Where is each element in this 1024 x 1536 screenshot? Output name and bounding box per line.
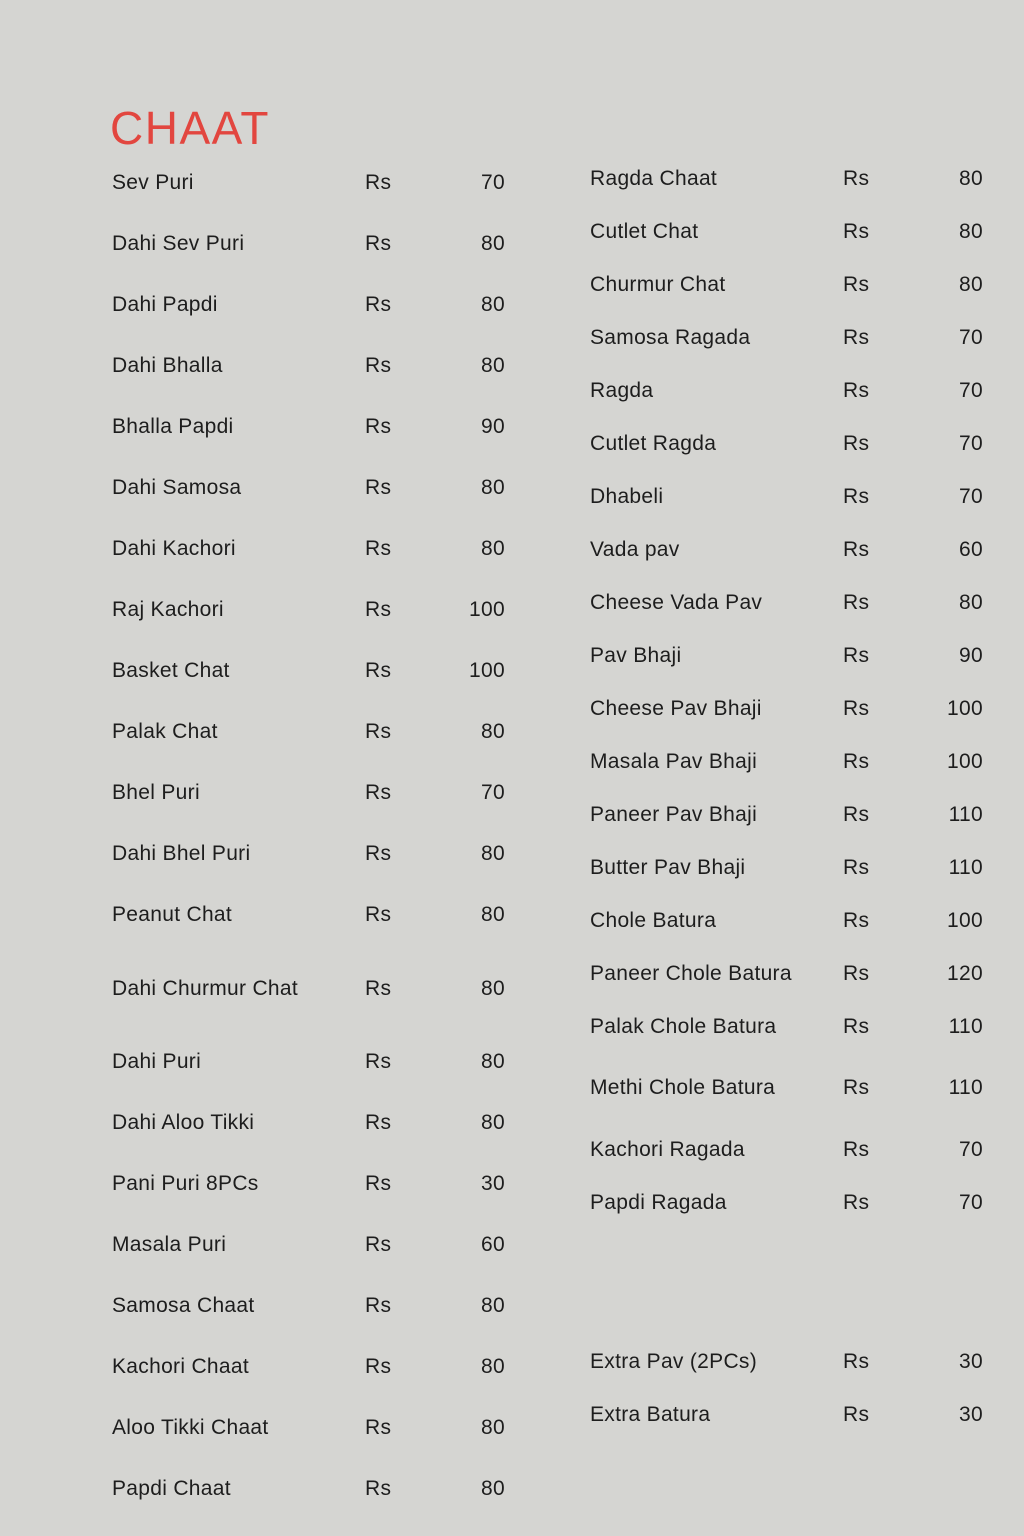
item-price: 80	[481, 475, 505, 499]
item-currency-label: Rs	[843, 1014, 870, 1038]
item-name: Masala Puri	[112, 1232, 227, 1256]
item-name: Ragda	[590, 378, 654, 402]
item-price: 70	[959, 325, 983, 349]
item-currency-label: Rs	[843, 696, 870, 720]
item-price: 100	[469, 658, 505, 682]
item-name: Palak Chole Batura	[590, 1014, 777, 1038]
item-currency-label: Rs	[843, 1190, 870, 1214]
menu-item-row	[590, 258, 983, 311]
item-name: Samosa Ragada	[590, 325, 751, 349]
item-currency-label: Rs	[843, 961, 870, 985]
menu-item-row	[590, 417, 983, 470]
menu-item-row	[590, 1388, 983, 1441]
item-name: Kachori Ragada	[590, 1137, 745, 1161]
item-name: Cutlet Chat	[590, 219, 699, 243]
item-currency-label: Rs	[365, 353, 392, 377]
item-price: 80	[481, 1293, 505, 1317]
menu-item-row	[590, 311, 983, 364]
item-name: Extra Batura	[590, 1402, 711, 1426]
item-name: Bhalla Papdi	[112, 414, 234, 438]
item-name: Vada pav	[590, 537, 680, 561]
item-price: 80	[959, 166, 983, 190]
menu-item-row	[590, 1123, 983, 1176]
item-currency-label: Rs	[365, 1049, 392, 1073]
menu-item-row	[590, 841, 983, 894]
item-name: Masala Pav Bhaji	[590, 749, 758, 773]
item-price: 80	[481, 292, 505, 316]
menu-item-row	[590, 735, 983, 788]
item-price: 80	[959, 219, 983, 243]
item-price: 110	[948, 1014, 983, 1038]
menu-item-row	[112, 884, 505, 945]
item-price: 90	[959, 643, 983, 667]
item-currency-label: Rs	[365, 170, 392, 194]
item-currency-label: Rs	[843, 643, 870, 667]
menu-item-row	[590, 364, 983, 417]
menu-item-row	[112, 1092, 505, 1153]
item-name: Basket Chat	[112, 658, 230, 682]
menu-item-row	[112, 579, 505, 640]
menu-item-row	[590, 152, 983, 205]
item-price: 80	[959, 272, 983, 296]
item-name: Peanut Chat	[112, 902, 233, 926]
item-currency-label: Rs	[843, 855, 870, 879]
menu-item-row	[112, 274, 505, 335]
item-name: Cheese Pav Bhaji	[590, 696, 762, 720]
item-currency-label: Rs	[843, 749, 870, 773]
menu-item-row	[112, 518, 505, 579]
item-name: Churmur Chat	[590, 272, 726, 296]
item-price: 80	[481, 1476, 505, 1500]
menu-column-left	[112, 152, 505, 1519]
item-name: Pani Puri 8PCs	[112, 1171, 259, 1195]
item-currency-label: Rs	[365, 841, 392, 865]
item-price: 70	[481, 170, 505, 194]
item-price: 110	[948, 855, 983, 879]
item-currency-label: Rs	[843, 1075, 870, 1099]
menu-item-row	[590, 1176, 983, 1229]
item-currency-label: Rs	[843, 908, 870, 932]
item-price: 80	[481, 976, 505, 1000]
menu-item-row	[590, 576, 983, 629]
item-price: 80	[481, 841, 505, 865]
item-currency-label: Rs	[365, 1476, 392, 1500]
item-currency-label: Rs	[843, 378, 870, 402]
menu-item-row	[590, 1000, 983, 1053]
menu-item-row	[590, 682, 983, 735]
item-price: 80	[481, 1049, 505, 1073]
item-name: Dahi Papdi	[112, 292, 218, 316]
menu-item-row	[112, 396, 505, 457]
menu-item-row	[590, 788, 983, 841]
menu-item-row	[590, 205, 983, 258]
item-name: Methi Chole Batura	[590, 1075, 776, 1099]
item-price: 30	[481, 1171, 505, 1195]
item-name: Ragda Chaat	[590, 166, 718, 190]
item-name: Dahi Puri	[112, 1049, 202, 1073]
item-price: 110	[948, 1075, 983, 1099]
item-name: Dahi Bhel Puri	[112, 841, 251, 865]
item-price: 70	[959, 1190, 983, 1214]
item-name: Samosa Chaat	[112, 1293, 255, 1317]
item-name: Dahi Sev Puri	[112, 231, 245, 255]
menu-item-row	[590, 470, 983, 523]
item-name: Cheese Vada Pav	[590, 590, 763, 614]
item-currency-label: Rs	[365, 780, 392, 804]
item-currency-label: Rs	[365, 976, 392, 1000]
menu-item-row	[112, 762, 505, 823]
menu-item-row	[590, 629, 983, 682]
item-currency-label: Rs	[843, 1137, 870, 1161]
menu-item-row	[112, 958, 505, 1019]
item-currency-label: Rs	[843, 219, 870, 243]
item-currency-label: Rs	[843, 802, 870, 826]
item-name: Cutlet Ragda	[590, 431, 717, 455]
item-currency-label: Rs	[365, 414, 392, 438]
menu-item-row	[112, 701, 505, 762]
item-currency-label: Rs	[843, 166, 870, 190]
item-price: 70	[481, 780, 505, 804]
item-price: 60	[959, 537, 983, 561]
item-price: 80	[481, 1415, 505, 1439]
item-currency-label: Rs	[365, 1232, 392, 1256]
item-name: Raj Kachori	[112, 597, 224, 621]
item-currency-label: Rs	[843, 431, 870, 455]
item-currency-label: Rs	[843, 1349, 870, 1373]
menu-item-row	[112, 1214, 505, 1275]
item-name: Dahi Aloo Tikki	[112, 1110, 255, 1134]
item-name: Dhabeli	[590, 484, 664, 508]
item-name: Extra Pav (2PCs)	[590, 1349, 758, 1373]
item-name: Aloo Tikki Chaat	[112, 1415, 269, 1439]
item-currency-label: Rs	[365, 719, 392, 743]
item-name: Dahi Bhalla	[112, 353, 223, 377]
item-name: Papdi Ragada	[590, 1190, 727, 1214]
item-price: 110	[948, 802, 983, 826]
item-currency-label: Rs	[365, 292, 392, 316]
menu-item-row	[112, 640, 505, 701]
menu-item-row	[590, 947, 983, 1000]
menu-item-row	[112, 1336, 505, 1397]
item-price: 30	[959, 1402, 983, 1426]
item-currency-label: Rs	[365, 1415, 392, 1439]
menu-item-row	[112, 1275, 505, 1336]
menu-item-row	[590, 523, 983, 576]
item-name: Butter Pav Bhaji	[590, 855, 746, 879]
menu-item-row	[112, 335, 505, 396]
item-price: 80	[481, 536, 505, 560]
menu-column-right	[590, 152, 983, 1441]
item-currency-label: Rs	[365, 658, 392, 682]
item-name: Palak Chat	[112, 719, 218, 743]
item-price: 100	[947, 696, 983, 720]
item-name: Paneer Chole Batura	[590, 961, 792, 985]
item-currency-label: Rs	[365, 536, 392, 560]
item-price: 70	[959, 484, 983, 508]
item-price: 80	[481, 353, 505, 377]
item-name: Kachori Chaat	[112, 1354, 249, 1378]
menu-item-row	[112, 213, 505, 274]
item-name: Dahi Churmur Chat	[112, 976, 298, 1000]
page-title: CHAAT	[110, 101, 270, 154]
item-name: Chole Batura	[590, 908, 717, 932]
item-currency-label: Rs	[365, 1110, 392, 1134]
item-price: 70	[959, 431, 983, 455]
menu-item-row	[590, 894, 983, 947]
item-name: Dahi Kachori	[112, 536, 236, 560]
item-price: 100	[947, 908, 983, 932]
item-name: Papdi Chaat	[112, 1476, 231, 1500]
item-price: 80	[481, 719, 505, 743]
item-price: 100	[469, 597, 505, 621]
menu-item-row	[590, 1335, 983, 1388]
item-currency-label: Rs	[365, 902, 392, 926]
menu-item-row	[112, 1031, 505, 1092]
item-price: 80	[481, 902, 505, 926]
menu-item-row	[112, 1397, 505, 1458]
menu-item-row	[112, 1153, 505, 1214]
item-currency-label: Rs	[365, 1171, 392, 1195]
menu-item-row	[112, 823, 505, 884]
item-name: Bhel Puri	[112, 780, 200, 804]
item-currency-label: Rs	[843, 484, 870, 508]
item-name: Dahi Samosa	[112, 475, 242, 499]
item-currency-label: Rs	[843, 1402, 870, 1426]
menu-item-row	[112, 1458, 505, 1519]
item-price: 30	[959, 1349, 983, 1373]
item-name: Paneer Pav Bhaji	[590, 802, 758, 826]
menu-item-row	[590, 1061, 983, 1114]
item-currency-label: Rs	[365, 1354, 392, 1378]
item-price: 80	[481, 1110, 505, 1134]
item-price: 70	[959, 1137, 983, 1161]
item-price: 70	[959, 378, 983, 402]
item-name: Sev Puri	[112, 170, 194, 194]
item-price: 80	[481, 1354, 505, 1378]
item-price: 80	[481, 231, 505, 255]
item-currency-label: Rs	[365, 475, 392, 499]
menu-item-row	[112, 457, 505, 518]
item-currency-label: Rs	[365, 597, 392, 621]
item-price: 120	[947, 961, 983, 985]
item-currency-label: Rs	[843, 325, 870, 349]
item-price: 100	[947, 749, 983, 773]
item-price: 90	[481, 414, 505, 438]
item-currency-label: Rs	[365, 1293, 392, 1317]
item-price: 60	[481, 1232, 505, 1256]
item-currency-label: Rs	[843, 537, 870, 561]
item-name: Pav Bhaji	[590, 643, 682, 667]
item-currency-label: Rs	[843, 272, 870, 296]
menu-item-row	[112, 152, 505, 213]
item-currency-label: Rs	[843, 590, 870, 614]
item-price: 80	[959, 590, 983, 614]
item-currency-label: Rs	[365, 231, 392, 255]
